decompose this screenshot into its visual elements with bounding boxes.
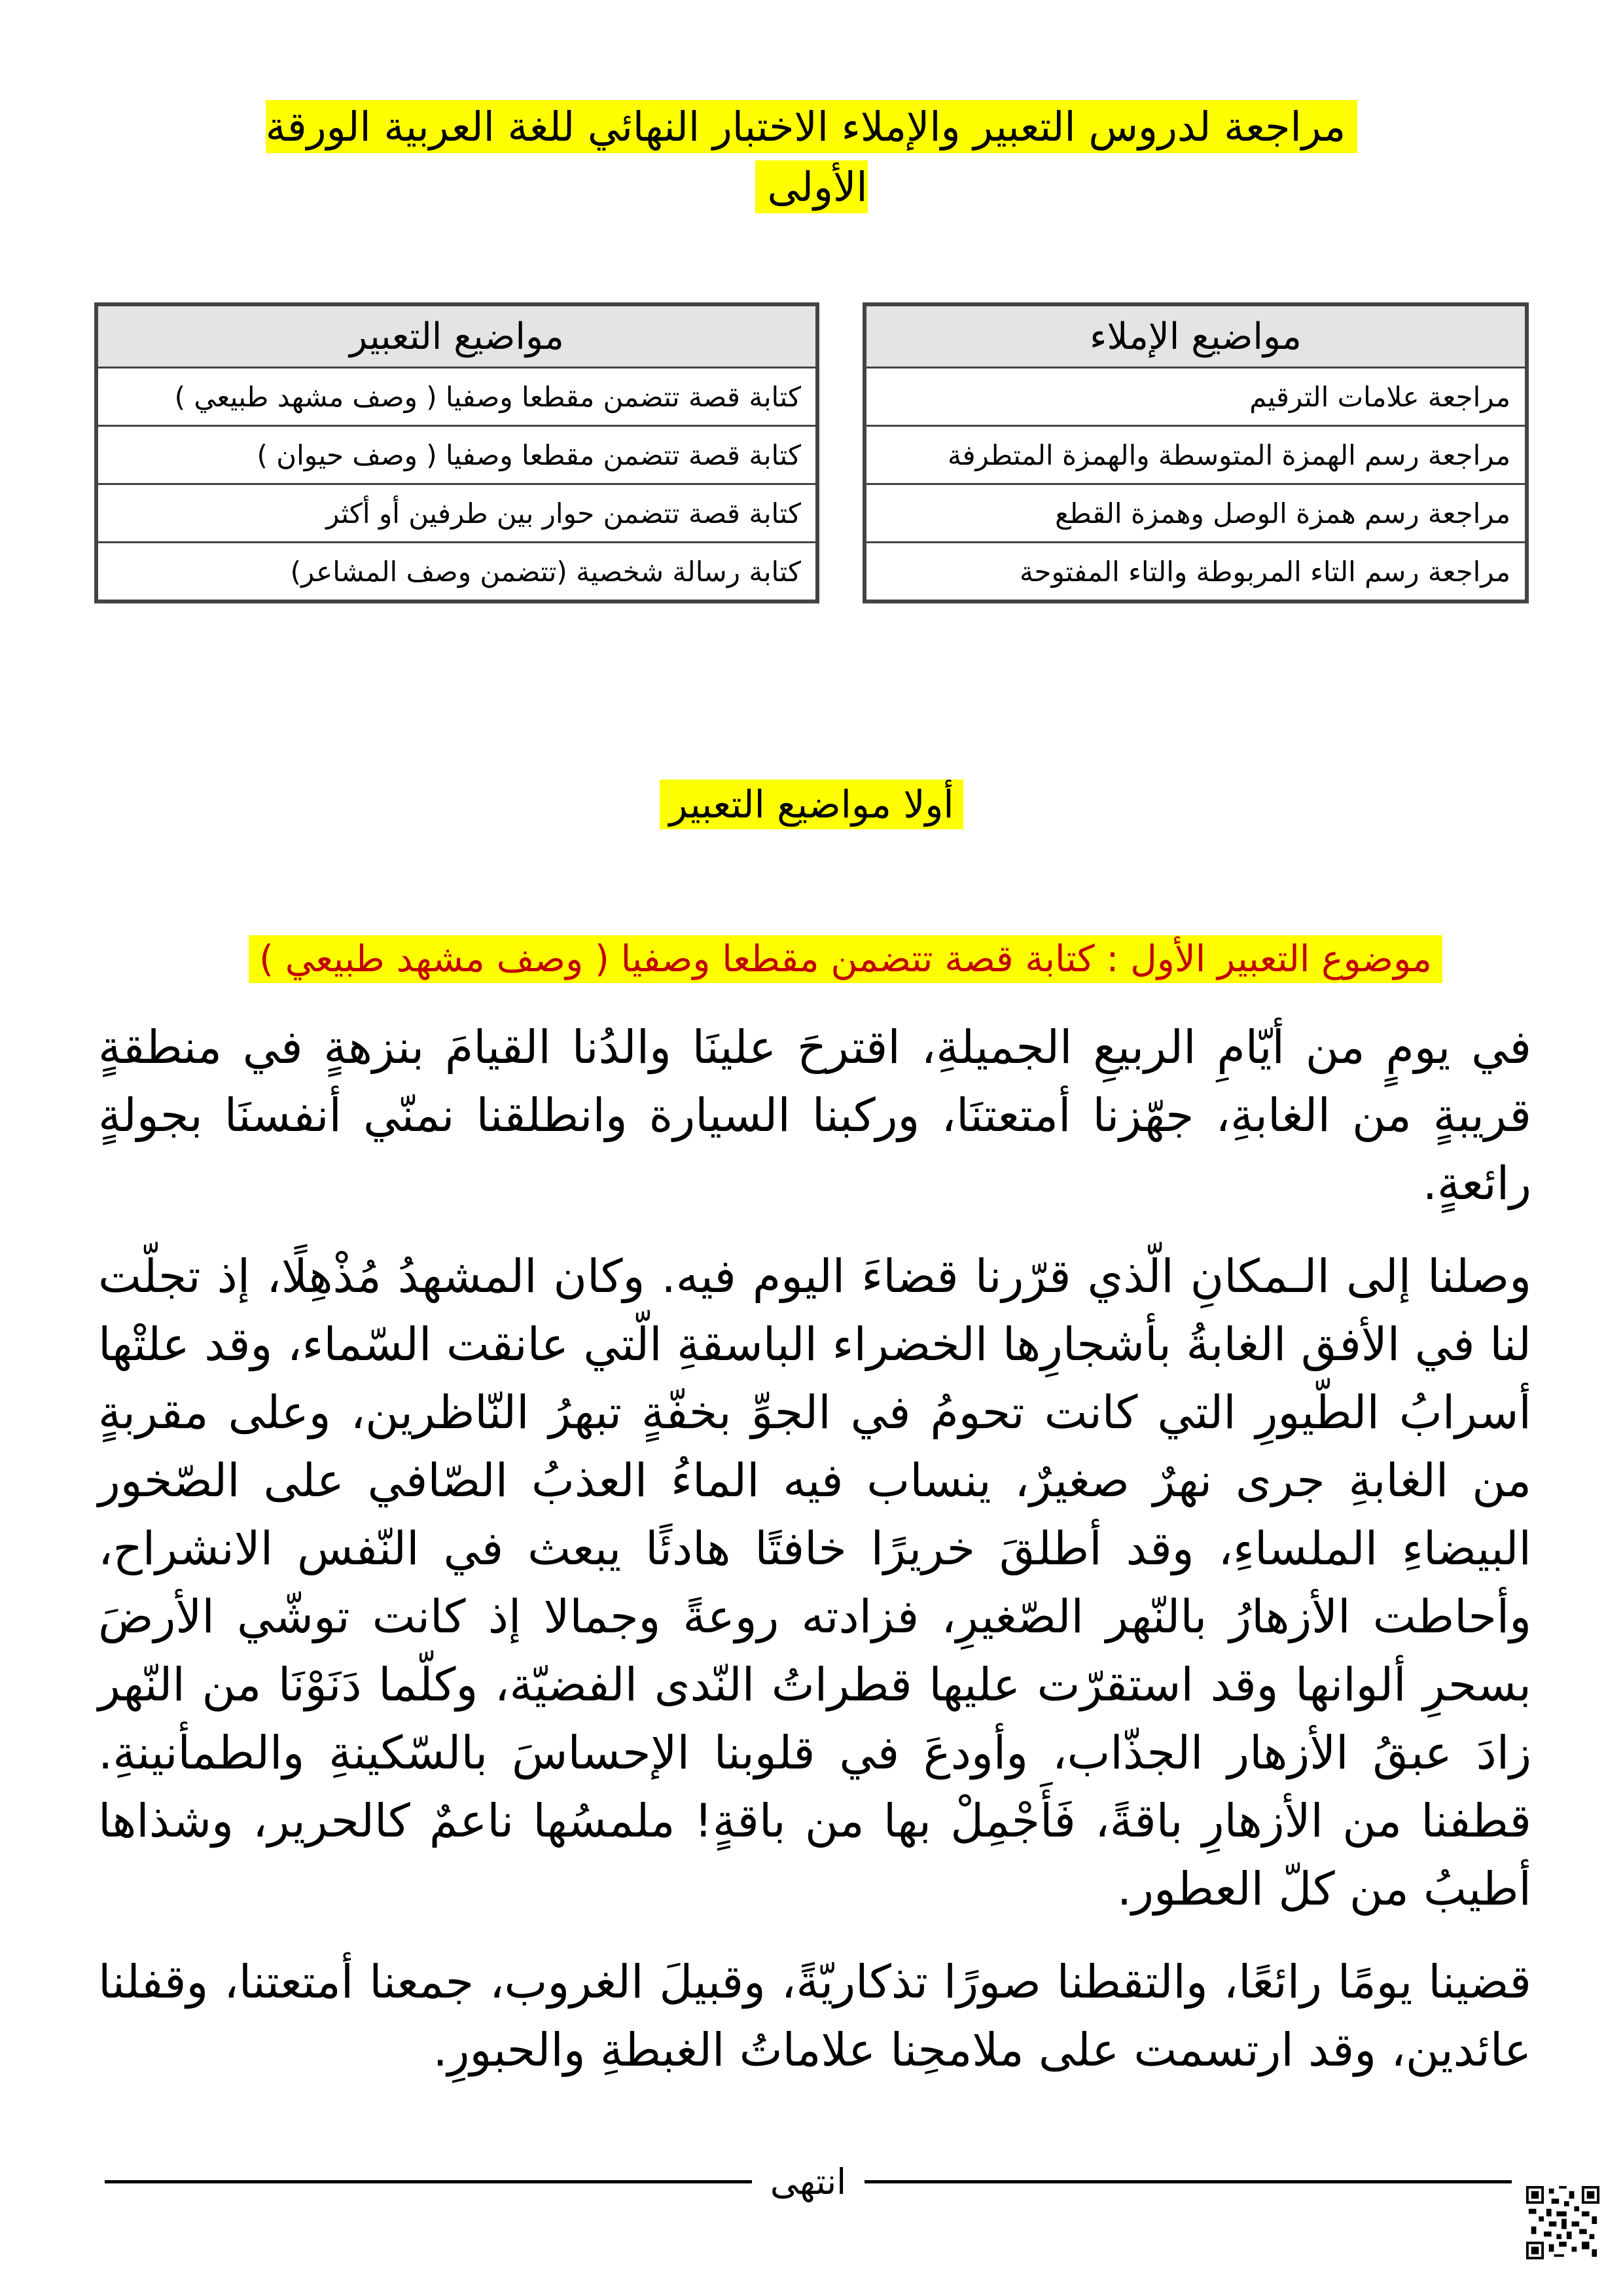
end-marker bbox=[105, 2159, 1512, 2204]
page-title bbox=[223, 97, 1400, 217]
topic-heading bbox=[131, 932, 1442, 987]
section-heading-text: أولا مواضيع التعبير bbox=[660, 780, 963, 829]
qr-code-icon bbox=[1526, 2186, 1599, 2259]
imla-topic-item: مراجعة رسم الهمزة المتوسطة والهمزة المتطرفة bbox=[865, 426, 1527, 484]
taabir-table-header: مواضيع التعبير bbox=[96, 304, 817, 368]
essay-body bbox=[98, 1013, 1531, 2109]
imla-topics-table bbox=[863, 302, 1529, 603]
topic-heading-text: موضوع التعبير الأول : كتابة قصة تتضمن مقطعا وصفيا ( وصف مشهد طبيعي ) bbox=[249, 935, 1442, 983]
end-divider-line bbox=[865, 2180, 1512, 2183]
taabir-topic-item: كتابة قصة تتضمن مقطعا وصفيا ( وصف حيوان ) bbox=[96, 426, 817, 484]
imla-table-header: مواضيع الإملاء bbox=[865, 304, 1527, 368]
essay-paragraph: في يومٍ من أيّامِ الربيعِ الجميلةِ، اقترحَ علينَا والدُنا القيامَ بنزهةٍ في منطقةٍ قريبةٍ من الغابةِ، جهّزنا أمتعتنَا، وركبنا السيارة وانطلقنا نمنّي أنفسنَا بجولةٍ رائعةٍ. bbox=[98, 1020, 1531, 1210]
end-divider-line bbox=[105, 2180, 752, 2183]
imla-topic-item: مراجعة رسم التاء المربوطة والتاء المفتوحة bbox=[865, 543, 1527, 602]
taabir-topic-item: كتابة قصة تتضمن حوار بين طرفين أو أكثر bbox=[96, 484, 817, 543]
end-word: انتهى bbox=[770, 2161, 847, 2202]
imla-topic-item: مراجعة رسم همزة الوصل وهمزة القطع bbox=[865, 484, 1527, 543]
essay-paragraph: وصلنا إلى الـمكانِ الّذي قرّرنا قضاءَ اليوم فيه. وكان المشهدُ مُذْهِلًا، إذ تجلّت لنا في الأفق الغابةُ بأشجارِها الخضراء الباسقةِ الّتي عانقت السّماء، وقد علتْها أسرابُ الطّيورِ التي كانت تحومُ في الجوِّ بخفّةٍ تبهرُ النّاظرين، وعلى مقربةٍ من الغابةِ جرى نهرٌ صغيرٌ، ينساب فيه الماءُ العذبُ الصّافي على الصّخور البيضاءِ الملساءِ، وقد أطلقَ خريرًا خافتًا هادئًا يبعث في النّفس الانشراح، وأحاطت الأزهارُ بالنّهر الصّغيرِ، فزادته روعةً وجمالا إذ كانت توشّي الأرضَ بسحرِ ألوانها وقد استقرّت عليها قطراتُ النّدى الفضيّة، وكلّما دَنَوْنَا من النّهر زادَ عبقُ الأزهار الجذّاب، وأودعَ في قلوبنا الإحساسَ بالسّكينةِ والطمأنينةِ. قطفنا من الأزهارِ باقةً، فَأَجْمِلْ بها من باقةٍ! ملمسُها ناعمٌ كالحرير، وشذاها أطيبُ من كلّ العطور. bbox=[98, 1249, 1531, 1916]
page-title-text: مراجعة لدروس التعبير والإملاء الاختبار النهائي للغة العربية الورقة الأولى bbox=[266, 100, 1357, 213]
essay-paragraph: قضينا يومًا رائعًا، والتقطنا صورًا تذكاريّةً، وقبيلَ الغروب، جمعنا أمتعتنا، وقفلنا عائدين، وقد ارتسمت على ملامحِنا علاماتُ الغبطةِ والحبورِ. bbox=[98, 1955, 1531, 2077]
taabir-topic-item: كتابة رسالة شخصية (تتضمن وصف المشاعر) bbox=[96, 543, 817, 602]
taabir-topic-item: كتابة قصة تتضمن مقطعا وصفيا ( وصف مشهد طبيعي ) bbox=[96, 368, 817, 426]
section-heading bbox=[615, 776, 1008, 833]
imla-topic-item: مراجعة علامات الترقيم bbox=[865, 368, 1527, 426]
taabir-topics-table bbox=[94, 302, 819, 603]
